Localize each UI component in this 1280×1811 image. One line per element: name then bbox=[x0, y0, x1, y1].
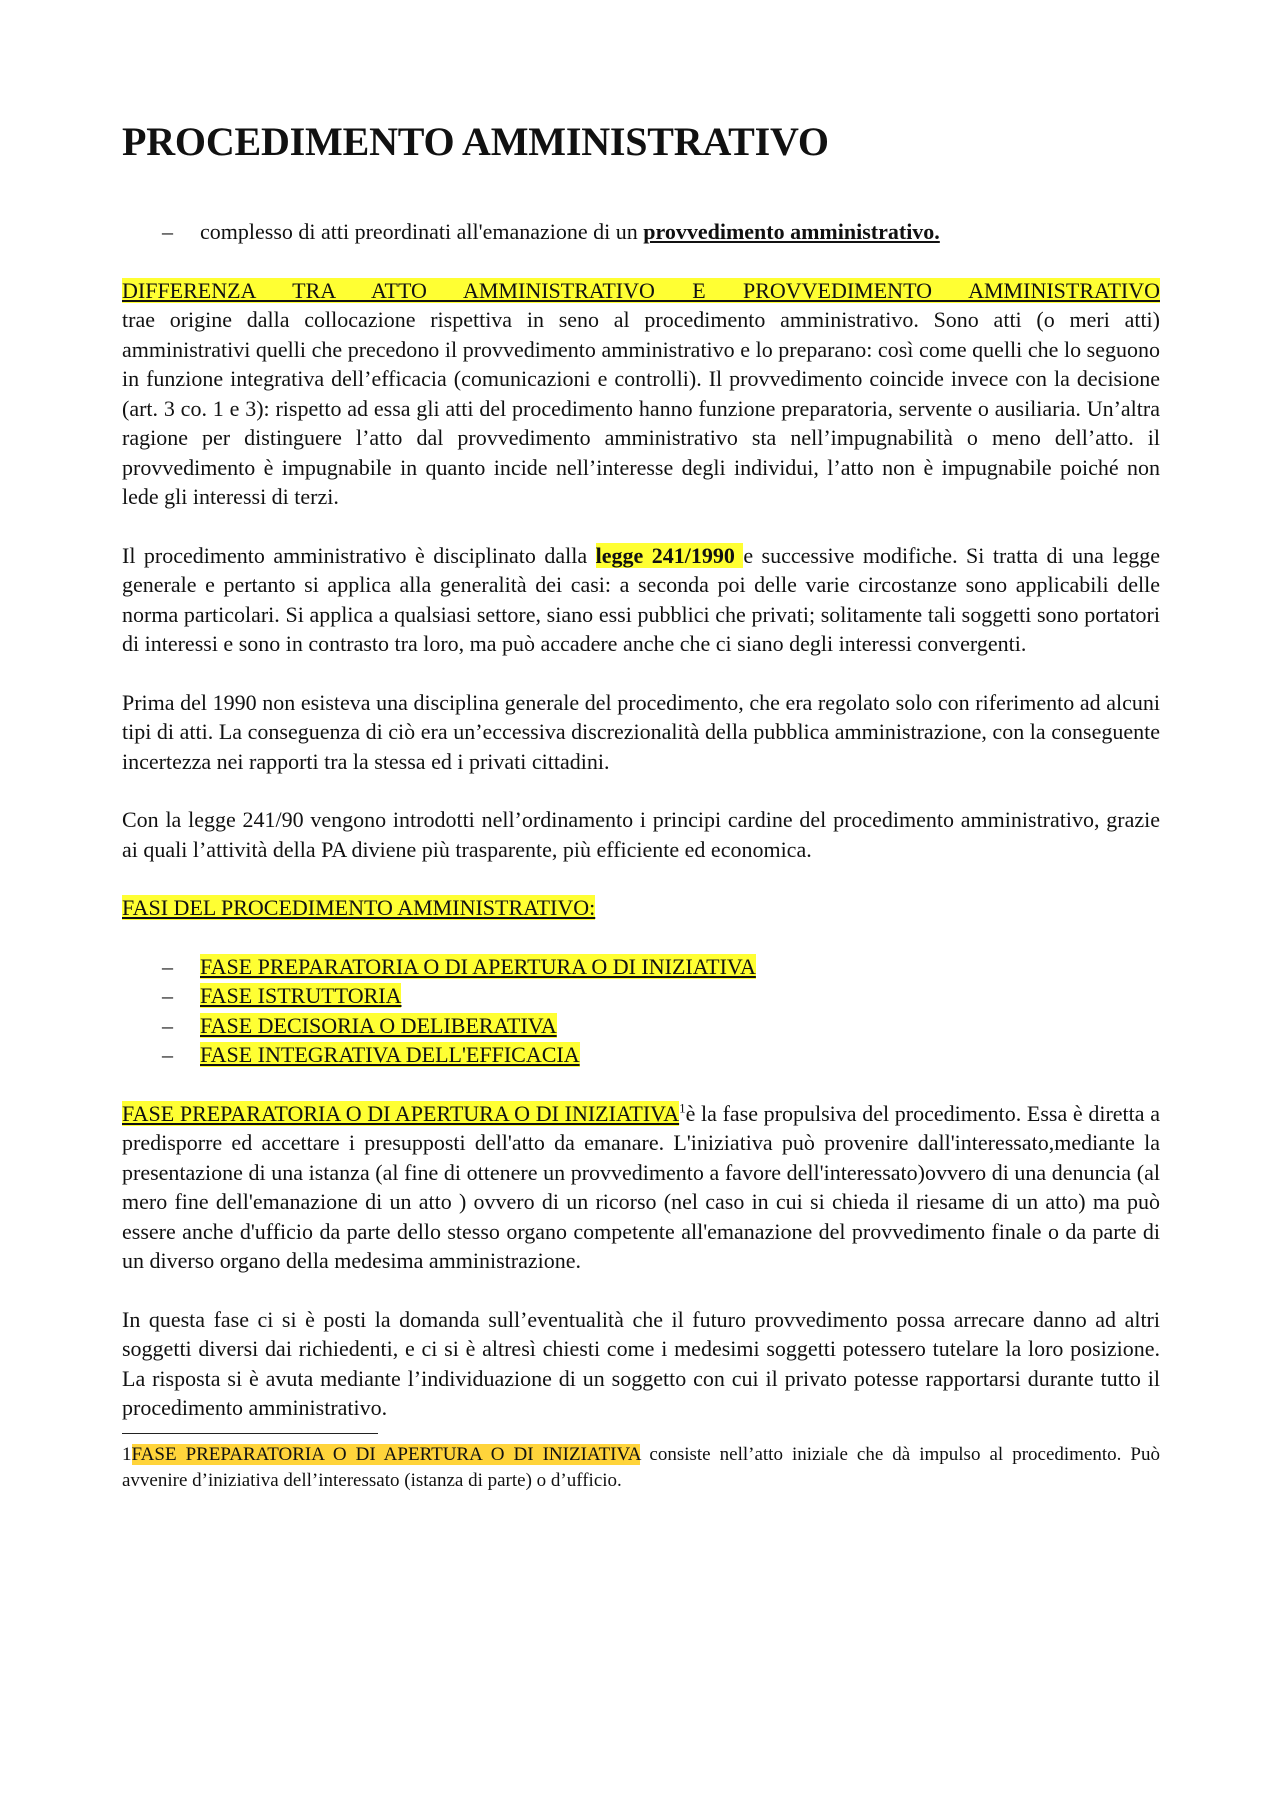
footnote-ref[interactable]: 1 bbox=[679, 1100, 686, 1116]
dash-bullet-icon: – bbox=[162, 1012, 173, 1038]
dash-bullet-icon: – bbox=[162, 219, 173, 244]
intro-list bbox=[122, 217, 1160, 247]
section-difference-heading bbox=[122, 276, 1160, 306]
phase-item-label: FASE DECISORIA O DELIBERATIVA bbox=[200, 1012, 557, 1038]
paragraph-before-1990: Prima del 1990 non esisteva una disciplina generale del procedimento, che era regolato solo con riferimento ad alcuni tipi di atti. La conseguenza di ciò era un’eccessiva discrezionalità della pubblica amministrazione, con la conseguente incertezza nei rapporti tra la stessa ed i privati cittadini. bbox=[122, 689, 1160, 774]
dash-bullet-icon: – bbox=[162, 953, 173, 979]
law-reference-highlight: legge 241/1990 bbox=[595, 542, 744, 568]
footnote-highlight: FASE PREPARATORIA O DI APERTURA O DI INIZIATIVA bbox=[131, 1443, 641, 1465]
footnote bbox=[122, 1442, 1160, 1494]
phase-item-label: FASE INTEGRATIVA DELL'EFFICACIA bbox=[200, 1042, 580, 1067]
paragraph-preparatory-phase bbox=[122, 1099, 1160, 1276]
paragraph-law bbox=[122, 541, 1160, 659]
preparatory-phase-highlight: FASE PREPARATORIA O DI APERTURA O DI INIZIATIVA bbox=[122, 1100, 680, 1126]
phases-heading bbox=[122, 893, 1160, 923]
phases-heading-text: FASI DEL PROCEDIMENTO AMMINISTRATIVO: bbox=[122, 895, 596, 920]
phase-item-label: FASE PREPARATORIA O DI APERTURA O DI INIZIATIVA bbox=[200, 953, 756, 979]
preparatory-phase-body: è la fase propulsiva del procedimento. Essa è diretta a predisporre ed accettare i presupposti dell'atto da emanare. L'iniziativa può provenire dall'interessato,mediante la presentazione di una istanza (al fine di ottenere un provvedimento a favore dell'interessato)ovvero di una denuncia (al mero fine dell'emanazione di un atto ) ovvero di un ricorso (nel caso in cui si chieda il riesame di un atto) ma può essere anche d'ufficio da parte dello stesso organo competente all'emanazione del provvedimento finale o da parte di un diverso organo della medesima amministrazione. bbox=[122, 1100, 1160, 1273]
paragraph-law-after: e successive modifiche. Si tratta di una legge generale e pertanto si applica alla generalità dei casi: a seconda poi delle varie circostanze sono applicabili delle norma particolari. Si applica a qualsiasi settore, siano essi pubblici che privati; solitamente tali soggetti sono portatori di interessi e sono in contrasto tra loro, ma può accadere anche che ci siano degli interessi convergenti. bbox=[122, 542, 1160, 656]
footnote-text: consiste nell’atto iniziale che dà impulso al procedimento. Può avvenire d’iniziativa dell’interessato (istanza di parte) o d’ufficio. bbox=[122, 1443, 1160, 1491]
section-difference-heading-text: DIFFERENZA TRA ATTO AMMINISTRATIVO E PROVVEDIMENTO AMMINISTRATIVO bbox=[122, 277, 1160, 303]
section-difference-body: trae origine dalla collocazione rispettiva in seno al procedimento amministrativo. Sono atti (o meri atti) amministrativi quelli che precedono il provvedimento amministrativo e lo preparano: così come quelli che lo seguono in funzione integrativa dell’efficacia (comunicazioni e controlli). Il provvedimento coincide invece con la decisione (art. 3 co. 1 e 3): rispetto ad essa gli atti del procedimento hanno funzione preparatoria, servente o ausiliaria. Un’altra ragione per distinguere l’atto dal provvedimento amministrativo sta nell’impugnabilità o meno dell’atto. il provvedimento è impugnabile in quanto incide nell’interesse degli individui, l’atto non è impugnabile poiché non lede gli interessi di terzi. bbox=[122, 307, 1160, 509]
phase-item bbox=[122, 1011, 1160, 1041]
page-title: PROCEDIMENTO AMMINISTRATIVO bbox=[122, 119, 829, 164]
dash-bullet-icon: – bbox=[162, 1042, 173, 1067]
phase-item-label: FASE ISTRUTTORIA bbox=[200, 983, 402, 1008]
phases-list bbox=[122, 952, 1160, 1070]
footnote-number: 1 bbox=[122, 1443, 132, 1465]
intro-list-item bbox=[122, 217, 1160, 247]
paragraph-law-241: Con la legge 241/90 vengono introdotti nell’ordinamento i principi cardine del procedimento amministrativo, grazie ai quali l’attività della PA diviene più trasparente, più efficiente ed economica. bbox=[122, 807, 1160, 862]
footnote-separator bbox=[122, 1433, 378, 1434]
dash-bullet-icon: – bbox=[162, 983, 173, 1008]
phase-item bbox=[122, 952, 1160, 982]
section-difference bbox=[122, 276, 1160, 512]
phase-item bbox=[122, 1040, 1160, 1070]
intro-emphasis: provvedimento amministrativo. bbox=[643, 219, 940, 244]
paragraph-law-before: Il procedimento amministrativo è disciplinato dalla bbox=[122, 542, 596, 568]
paragraph-question: In questa fase ci si è posti la domanda sull’eventualità che il futuro provvedimento possa arrecare danno ad altri soggetti diversi dai richiedenti, e ci si è altresì chiesti come i medesimi soggetti potessero tutelare la loro posizione. La risposta si è avuta mediante l’individuazione di un soggetto con cui il privato potesse rapportarsi durante tutto il procedimento amministrativo. bbox=[122, 1306, 1160, 1420]
intro-text: complesso di atti preordinati all'emanazione di un bbox=[200, 219, 644, 244]
phase-item bbox=[122, 981, 1160, 1011]
